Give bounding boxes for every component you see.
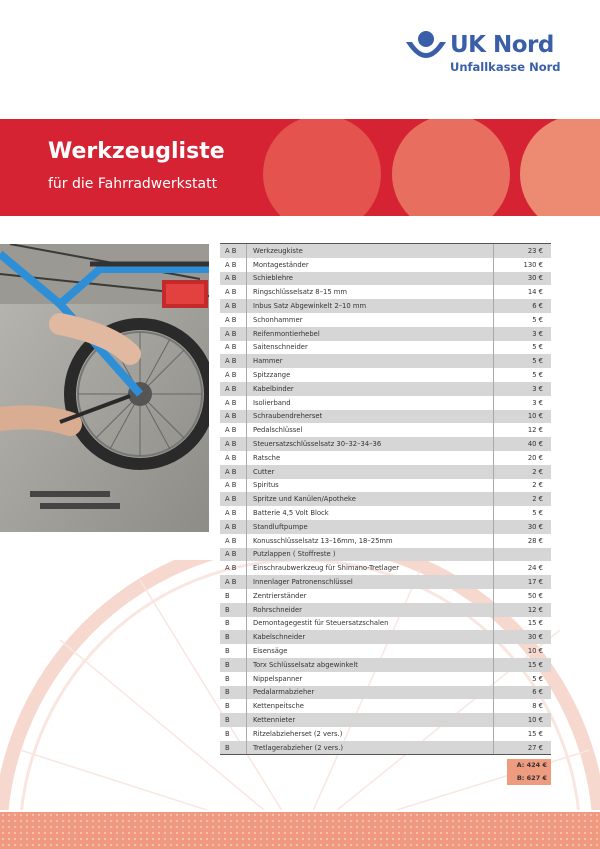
table-row	[220, 451, 551, 465]
bike-repair-illustration	[0, 244, 209, 532]
row-category: A B	[220, 479, 247, 493]
row-category: A B	[220, 423, 247, 437]
row-category: A B	[220, 465, 247, 479]
row-category: B	[220, 741, 247, 755]
row-category: A B	[220, 396, 247, 410]
row-category: A B	[220, 534, 247, 548]
row-tool-name: Ritzelabzieherset (2 vers.)	[253, 729, 343, 738]
table-row	[220, 437, 551, 451]
table-row	[220, 492, 551, 506]
table-row	[220, 285, 551, 299]
footer-pattern	[0, 812, 600, 849]
row-category: A B	[220, 506, 247, 520]
row-price: 17 €	[493, 575, 551, 589]
row-tool-name: Schonhammer	[253, 315, 303, 324]
table-row	[220, 741, 551, 755]
row-tool-name: Cutter	[253, 467, 275, 476]
table-row	[220, 354, 551, 368]
table-row	[220, 465, 551, 479]
row-tool-name: Isolierband	[253, 398, 291, 407]
row-category: A B	[220, 285, 247, 299]
row-category: A B	[220, 299, 247, 313]
row-tool-name: Kabelbinder	[253, 384, 294, 393]
row-price: 15 €	[493, 617, 551, 631]
row-tool-name: Einschraubwerkzeug für Shimano-Tretlager	[253, 564, 400, 573]
total-b: B: 627 €	[516, 774, 547, 782]
row-category: A B	[220, 548, 247, 562]
row-tool-name: Torx Schlüsselsatz abgewinkelt	[253, 660, 358, 669]
row-tool-name: Spitzzange	[253, 371, 291, 380]
row-tool-name: Rohrschneider	[253, 605, 302, 614]
row-price: 2 €	[493, 465, 551, 479]
banner-circle	[263, 119, 381, 216]
table-row	[220, 327, 551, 341]
table-row	[220, 630, 551, 644]
row-tool-name: Putzlappen ( Stoffreste )	[253, 550, 336, 559]
table-row	[220, 603, 551, 617]
row-tool-name: Demontagegestit für Steuersatzschalen	[253, 619, 389, 628]
row-category: A B	[220, 492, 247, 506]
row-price: 3 €	[493, 396, 551, 410]
row-price: 3 €	[493, 382, 551, 396]
logo-subtitle: Unfallkasse Nord	[450, 60, 561, 74]
row-category: B	[220, 699, 247, 713]
row-tool-name: Nippelspanner	[253, 674, 303, 683]
row-tool-name: Kettenpeitsche	[253, 702, 304, 711]
row-price: 30 €	[493, 520, 551, 534]
table-row	[220, 548, 551, 562]
row-category: A B	[220, 244, 247, 258]
table-row	[220, 727, 551, 741]
row-category: B	[220, 617, 247, 631]
table-row	[220, 575, 551, 589]
row-price	[493, 548, 551, 562]
row-category: A B	[220, 437, 247, 451]
row-category: A B	[220, 520, 247, 534]
logo-name: UK Nord	[450, 32, 554, 58]
row-price: 5 €	[493, 313, 551, 327]
row-price: 40 €	[493, 437, 551, 451]
row-tool-name: Montageständer	[253, 260, 309, 269]
row-tool-name: Pedalarmabzieher	[253, 688, 315, 697]
table-body	[220, 244, 551, 754]
row-price: 24 €	[493, 561, 551, 575]
table-row	[220, 561, 551, 575]
row-category: B	[220, 630, 247, 644]
row-category: A B	[220, 313, 247, 327]
row-category: A B	[220, 382, 247, 396]
row-category: A B	[220, 354, 247, 368]
total-a: A: 424 €	[516, 761, 547, 769]
row-category: A B	[220, 368, 247, 382]
row-tool-name: Ratsche	[253, 453, 281, 462]
row-price: 6 €	[493, 686, 551, 700]
row-tool-name: Konusschlüsselsatz 13–16mm, 18–25mm	[253, 536, 393, 545]
table-row	[220, 589, 551, 603]
table-row	[220, 341, 551, 355]
row-price: 5 €	[493, 341, 551, 355]
table-row	[220, 479, 551, 493]
row-tool-name: Batterie 4,5 Volt Block	[253, 509, 329, 518]
row-price: 5 €	[493, 368, 551, 382]
row-tool-name: Werkzeugkiste	[253, 246, 303, 255]
page-title: Werkzeugliste	[48, 139, 225, 164]
table-row	[220, 396, 551, 410]
table-row	[220, 382, 551, 396]
tool-list-table	[220, 243, 551, 755]
row-tool-name: Hammer	[253, 357, 283, 366]
row-price: 30 €	[493, 272, 551, 286]
header-banner	[0, 119, 600, 216]
row-price: 15 €	[493, 727, 551, 741]
row-price: 2 €	[493, 479, 551, 493]
table-row	[220, 313, 551, 327]
row-price: 12 €	[493, 603, 551, 617]
table-row	[220, 672, 551, 686]
table-row	[220, 244, 551, 258]
row-price: 50 €	[493, 589, 551, 603]
row-price: 15 €	[493, 658, 551, 672]
row-tool-name: Pedalschlüssel	[253, 426, 303, 435]
row-category: A B	[220, 410, 247, 424]
row-price: 10 €	[493, 644, 551, 658]
row-tool-name: Tretlagerabzieher (2 vers.)	[253, 743, 344, 752]
row-price: 12 €	[493, 423, 551, 437]
bike-repair-photo	[0, 244, 209, 532]
table-row	[220, 617, 551, 631]
uk-nord-logo-icon	[404, 30, 448, 70]
row-price: 6 €	[493, 299, 551, 313]
table-row	[220, 272, 551, 286]
row-price: 20 €	[493, 451, 551, 465]
row-tool-name: Schieblehre	[253, 274, 293, 283]
table-row	[220, 644, 551, 658]
row-tool-name: Ringschlüsselsatz 8–15 mm	[253, 288, 348, 297]
row-tool-name: Inbus Satz Abgewinkelt 2–10 mm	[253, 302, 367, 311]
row-price: 14 €	[493, 285, 551, 299]
row-price: 10 €	[493, 713, 551, 727]
table-row	[220, 658, 551, 672]
table-row	[220, 713, 551, 727]
row-category: B	[220, 589, 247, 603]
row-tool-name: Kettennieter	[253, 715, 296, 724]
banner-circle	[520, 119, 600, 216]
row-tool-name: Eisensäge	[253, 647, 288, 655]
row-price: 5 €	[493, 672, 551, 686]
table-row	[220, 368, 551, 382]
row-category: B	[220, 603, 247, 617]
row-category: B	[220, 672, 247, 686]
row-price: 130 €	[493, 258, 551, 272]
row-category: B	[220, 713, 247, 727]
table-row	[220, 410, 551, 424]
row-category: A B	[220, 258, 247, 272]
table-row	[220, 258, 551, 272]
table-row	[220, 520, 551, 534]
row-tool-name: Schraubendreherset	[253, 412, 323, 421]
row-category: A B	[220, 272, 247, 286]
row-tool-name: Saitenschneider	[253, 343, 308, 352]
row-price: 27 €	[493, 741, 551, 755]
row-tool-name: Steuersatzschlüsselsatz 30–32–34–36	[253, 440, 382, 449]
row-tool-name: Reifenmontierhebel	[253, 329, 320, 338]
totals-box	[507, 759, 551, 785]
row-tool-name: Spiritus	[253, 481, 279, 490]
row-price: 23 €	[493, 244, 551, 258]
row-price: 30 €	[493, 630, 551, 644]
row-category: B	[220, 658, 247, 672]
row-category: A B	[220, 561, 247, 575]
row-category: B	[220, 644, 247, 658]
row-tool-name: Zentrierständer	[253, 591, 307, 600]
row-price: 28 €	[493, 534, 551, 548]
row-category: A B	[220, 327, 247, 341]
row-category: A B	[220, 575, 247, 589]
row-price: 10 €	[493, 410, 551, 424]
table-row	[220, 534, 551, 548]
row-category: A B	[220, 451, 247, 465]
table-row	[220, 299, 551, 313]
row-price: 8 €	[493, 699, 551, 713]
table-row	[220, 506, 551, 520]
table-row	[220, 423, 551, 437]
row-tool-name: Kabelschneider	[253, 633, 306, 642]
row-category: B	[220, 727, 247, 741]
row-category: A B	[220, 341, 247, 355]
row-price: 3 €	[493, 327, 551, 341]
banner-circle	[392, 119, 510, 216]
row-tool-name: Innenlager Patronenschlüssel	[253, 578, 353, 587]
table-row	[220, 686, 551, 700]
row-category: B	[220, 686, 247, 700]
row-price: 5 €	[493, 506, 551, 520]
row-price: 2 €	[493, 492, 551, 506]
row-tool-name: Spritze und Kanülen/Apotheke	[253, 495, 356, 504]
page-subtitle: für die Fahrradwerkstatt	[48, 176, 218, 192]
row-tool-name: Standluftpumpe	[253, 522, 308, 531]
row-price: 5 €	[493, 354, 551, 368]
table-row	[220, 699, 551, 713]
uk-nord-logo	[404, 28, 574, 78]
table-bottom-rule	[220, 754, 551, 755]
